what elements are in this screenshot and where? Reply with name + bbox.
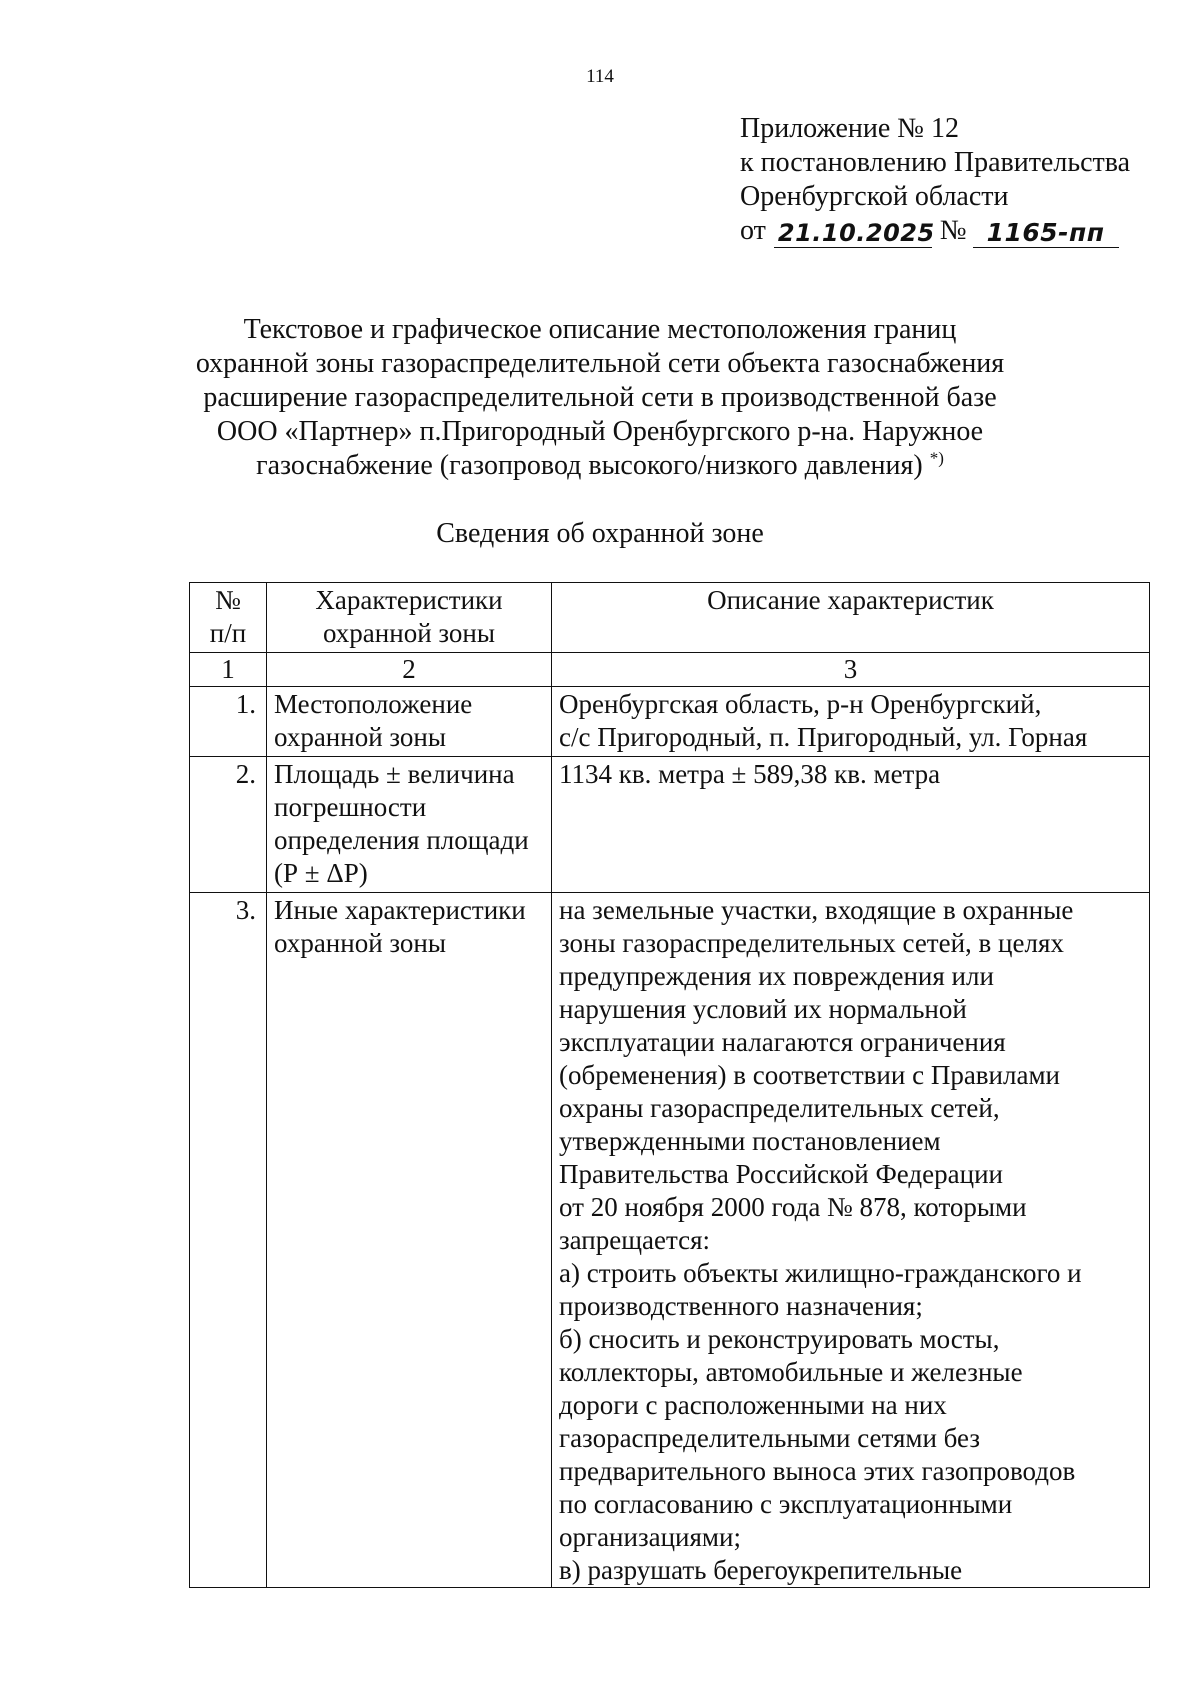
appendix-region: Оренбургской области <box>740 181 1009 212</box>
description-line: запрещается: <box>559 1225 711 1255</box>
row-description <box>552 893 1150 1588</box>
title-line: расширение газораспределительной сети в производственной базе <box>203 382 997 413</box>
protection-zone-table <box>189 582 1150 1588</box>
row-number: 2. <box>190 757 267 893</box>
table-header-row <box>190 583 1150 653</box>
header-number-line: п/п <box>209 618 247 648</box>
description-line: по согласованию с эксплуатационными <box>559 1489 1013 1519</box>
description-line: производственного назначения; <box>559 1291 923 1321</box>
number-label: № <box>939 215 967 246</box>
description-line: дороги с расположенными на них <box>559 1390 947 1420</box>
row-number: 1. <box>190 687 267 757</box>
header-characteristics-line: охранной зоны <box>322 618 495 648</box>
title-line: Текстовое и графическое описание местоположения границ <box>243 314 957 345</box>
characteristic-line: определения площади <box>274 825 529 855</box>
header-description: Описание характеристик <box>552 583 1150 653</box>
characteristic-line: охранной зоны <box>274 722 447 752</box>
description-line: эксплуатации налагаются ограничения <box>559 1027 1006 1057</box>
description-line: а) строить объекты жилищно-гражданского и <box>559 1258 1082 1288</box>
description-line: газораспределительными сетями без <box>559 1423 981 1453</box>
description-line: предупреждения их повреждения или <box>559 961 994 991</box>
appendix-header <box>740 112 1180 248</box>
row-characteristic <box>267 687 552 757</box>
from-label: от <box>740 215 766 246</box>
row-characteristic <box>267 893 552 1588</box>
table-row <box>190 893 1150 1588</box>
description-line: на земельные участки, входящие в охранные <box>559 895 1074 925</box>
column-number: 3 <box>552 653 1150 687</box>
footnote-mark: *) <box>929 448 944 468</box>
description-line: в) разрушать берегоукрепительные <box>559 1555 963 1585</box>
row-description <box>552 687 1150 757</box>
table-row <box>190 757 1150 893</box>
characteristic-line: Иные характеристики <box>274 895 526 925</box>
description-line: (обременения) в соответствии с Правилами <box>559 1060 1060 1090</box>
description-line: утвержденными постановлением <box>559 1126 941 1156</box>
description-line: предварительного выноса этих газопроводов <box>559 1456 1076 1486</box>
description-line: от 20 ноября 2000 года № 878, которыми <box>559 1192 1027 1222</box>
characteristic-line: (Р ± ΔР) <box>274 858 368 888</box>
description-line: охраны газораспределительных сетей, <box>559 1093 1000 1123</box>
column-number: 1 <box>190 653 267 687</box>
characteristic-line: охранной зоны <box>274 928 447 958</box>
description-line: 1134 кв. метра ± 589,38 кв. метра <box>559 759 941 789</box>
description-line: с/с Пригородный, п. Пригородный, ул. Горная <box>559 722 1088 752</box>
row-number: 3. <box>190 893 267 1588</box>
description-line: Оренбургская область, р-н Оренбургский, <box>559 689 1042 719</box>
description-line: зоны газораспределительных сетей, в целях <box>559 928 1064 958</box>
characteristic-line: погрешности <box>274 792 427 822</box>
description-line: организациями; <box>559 1522 741 1552</box>
handwritten-number: 1165-пп <box>973 219 1119 248</box>
header-characteristics <box>267 583 552 653</box>
table-body <box>190 687 1150 1588</box>
header-number-line: № <box>215 585 241 615</box>
description-line: нарушения условий их нормальной <box>559 994 967 1024</box>
header-characteristics-line: Характеристики <box>315 585 503 615</box>
title-line-text: газоснабжение (газопровод высокого/низкого давления) <box>256 450 923 481</box>
appendix-title: Приложение № 12 <box>740 113 959 144</box>
column-number-row <box>190 653 1150 687</box>
title-line: охранной зоны газораспределительной сети объекта газоснабжения <box>195 348 1005 379</box>
description-line: Правительства Российской Федерации <box>559 1159 1003 1189</box>
handwritten-date: 21.10.2025 <box>774 219 932 248</box>
document-title <box>180 313 1020 483</box>
row-characteristic <box>267 757 552 893</box>
title-line-last <box>180 449 1020 483</box>
column-number: 2 <box>267 653 552 687</box>
table-row <box>190 687 1150 757</box>
appendix-resolution-ref: к постановлению Правительства <box>740 147 1131 178</box>
row-description <box>552 757 1150 893</box>
appendix-date-number-line <box>740 214 1180 248</box>
title-line: ООО «Партнер» п.Пригородный Оренбургского р-на. Наружное <box>216 416 984 447</box>
section-subtitle: Сведения об охранной зоне <box>436 518 764 549</box>
characteristic-line: Местоположение <box>274 689 473 719</box>
page-number: 114 <box>586 66 614 87</box>
characteristic-line: Площадь ± величина <box>274 759 515 789</box>
description-line: б) сносить и реконструировать мосты, <box>559 1324 1000 1354</box>
header-number <box>190 583 267 653</box>
description-line: коллекторы, автомобильные и железные <box>559 1357 1023 1387</box>
